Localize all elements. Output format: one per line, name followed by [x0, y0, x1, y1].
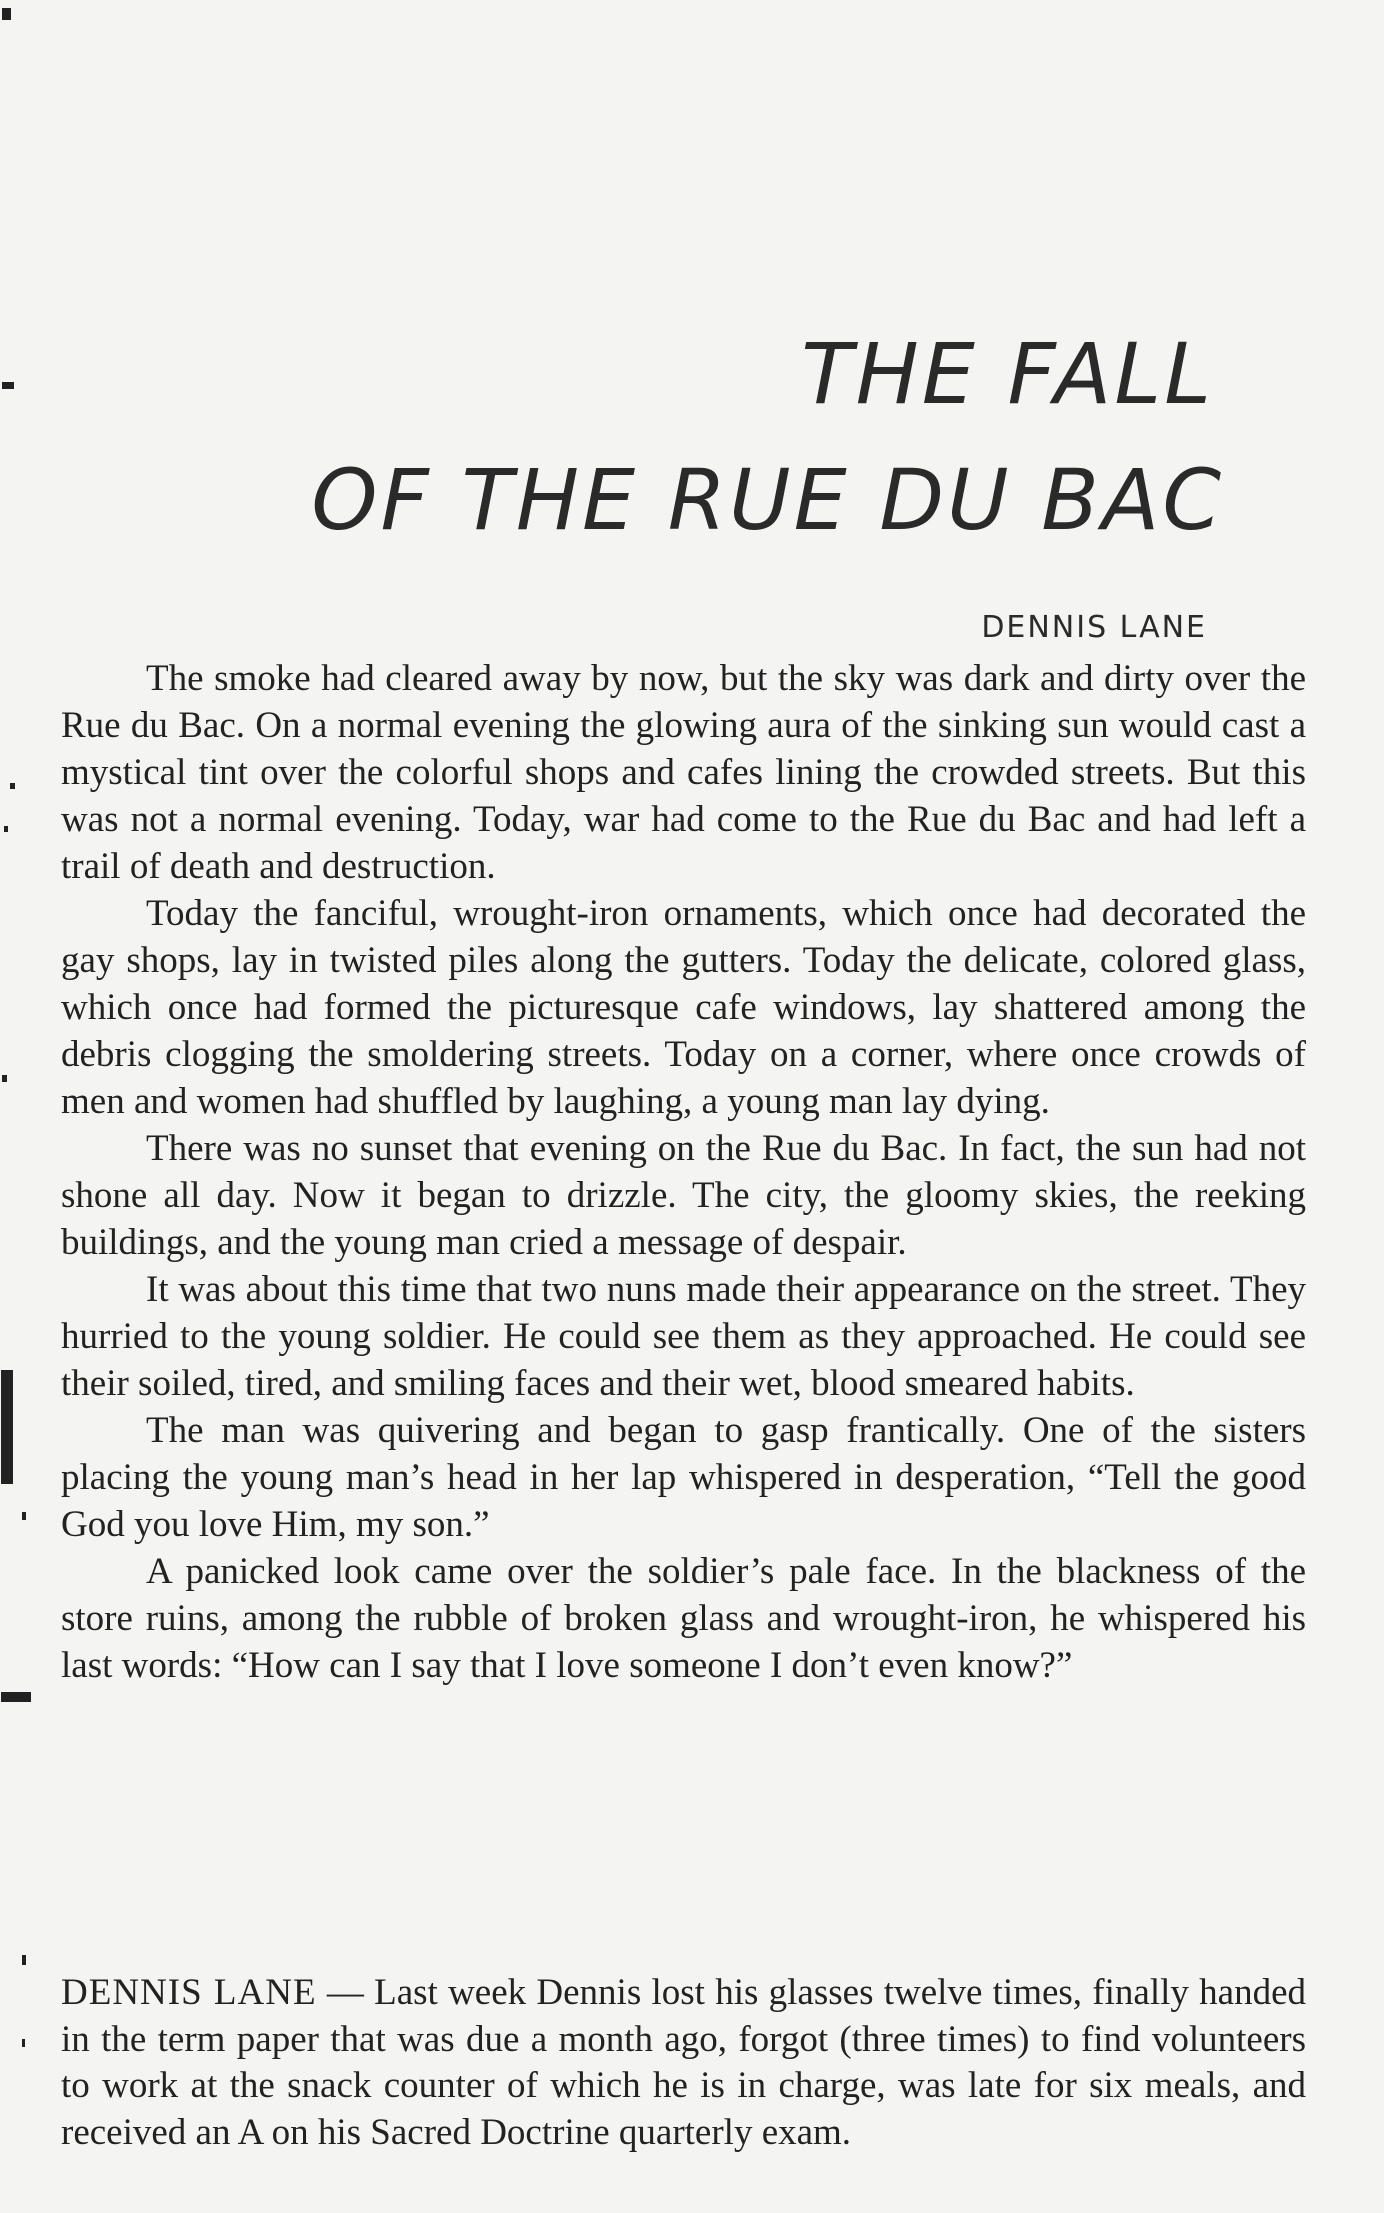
story-paragraph-5: The man was quivering and began to gasp frantically. One of the sisters placing the young man’s head in her lap whispered in desperation, “Tell the good God you love Him, my son.”	[61, 1410, 1306, 1545]
story-body	[61, 655, 1306, 1689]
margin-speck	[10, 783, 15, 789]
margin-speck	[22, 1955, 26, 1965]
story-paragraph-3: There was no sunset that evening on the Rue du Bac. In fact, the sun had not shone all day. Now it began to drizzle. The city, the gloomy skies, the reeking buildings, and the young man cried a message of despair.	[61, 1128, 1306, 1263]
margin-speck	[1, 1692, 31, 1702]
bio-text: Last week Dennis lost his glasses twelve times, finally handed in the term paper that was due a month ago, forgot (three times) to find volunteers to work at the snack counter of which he is in charge, was late for six meals, and received an A on his Sacred Doctrine quarterly exam.	[61, 1972, 1306, 2153]
margin-speck	[2, 8, 11, 20]
story-author: DENNIS LANE	[981, 610, 1207, 645]
story-paragraph-1: The smoke had cleared away by now, but the sky was dark and dirty over the Rue du Bac. On a normal evening the glowing aura of the sinking sun would cast a mystical tint over the colorful shops and cafes lining the crowded streets. But this was not a normal evening. Today, war had come to the Rue du Bac and had left a trail of death and destruction.	[61, 658, 1306, 887]
bio-author-name: DENNIS LANE	[61, 1972, 317, 2013]
margin-speck	[2, 382, 14, 389]
margin-speck	[2, 1075, 7, 1082]
story-title-line-2: OF THE RUE DU BAC	[311, 451, 1224, 549]
story-paragraph-2: Today the fanciful, wrought-iron ornaments, which once had decorated the gay shops, lay in twisted piles along the gutters. Today the delicate, colored glass, which once had formed the picturesque cafe windows, lay shattered among the debris clogging the smoldering streets. Today on a corner, where once crowds of men and women had shuffled by laughing, a young man lay dying.	[61, 893, 1306, 1122]
margin-speck	[4, 826, 8, 832]
bio-separator: —	[316, 1972, 375, 2013]
author-bio	[61, 1970, 1306, 2156]
story-paragraph-6: A panicked look came over the soldier’s pale face. In the blackness of the store ruins, among the rubble of broken glass and wrought-iron, he whispered his last words: “How can I say that I love someone I don’t even know?”	[61, 1551, 1306, 1686]
margin-speck	[1, 1370, 13, 1484]
margin-speck	[22, 2039, 25, 2047]
story-title-line-1: THE FALL	[801, 325, 1214, 423]
margin-speck	[22, 1512, 26, 1520]
story-paragraph-4: It was about this time that two nuns made their appearance on the street. They hurried to the young soldier. He could see them as they approached. He could see their soiled, tired, and smiling faces and their wet, blood smeared habits.	[61, 1269, 1306, 1404]
